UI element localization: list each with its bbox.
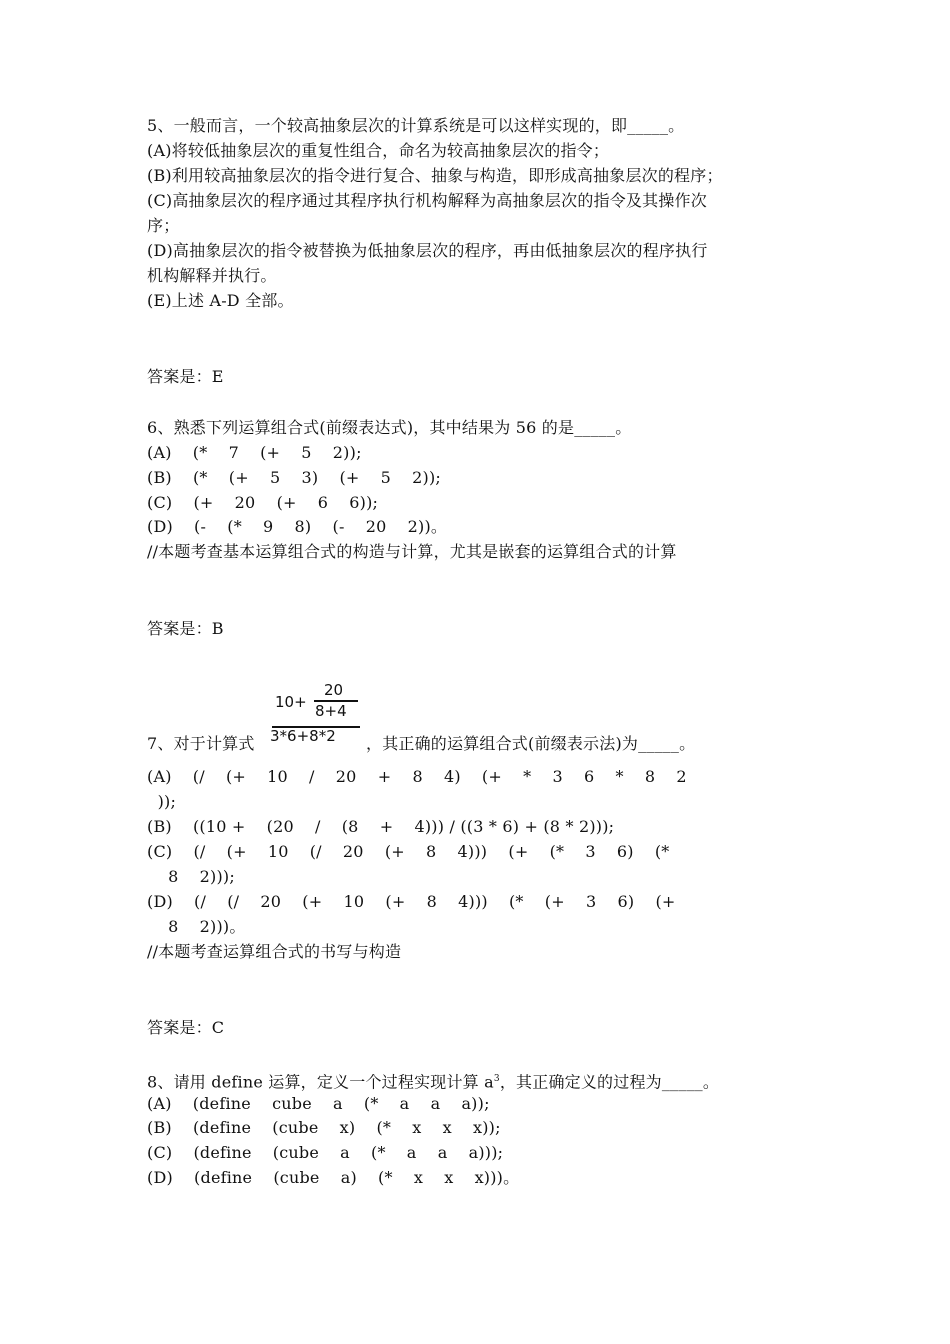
q8-stem-prefix: 8、请用 define 运算，定义一个过程实现计算 a — [147, 1072, 494, 1092]
q8-option-a: (A) (define cube a (* a a a)); — [147, 1094, 490, 1113]
q6-note: //本题考查基本运算组合式的构造与计算，尤其是嵌套的运算组合式的计算 — [147, 542, 677, 561]
formula-top-left: 10+ — [275, 693, 307, 711]
q7-stem-prefix: 7、对于计算式 — [147, 734, 255, 753]
q8-option-b: (B) (define (cube x) (* x x x)); — [147, 1118, 501, 1137]
q5-option-e: (E)上述 A-D 全部。 — [147, 291, 294, 310]
q8-option-c: (C) (define (cube a (* a a a))); — [147, 1143, 504, 1162]
formula-denominator: 3*6+8*2 — [270, 727, 336, 745]
q6-option-c: (C) (+ 20 (+ 6 6)); — [147, 493, 379, 512]
q5-answer: 答案是：E — [147, 367, 224, 386]
q7-formula — [270, 681, 365, 745]
q6-option-a: (A) (* 7 (+ 5 2)); — [147, 443, 362, 462]
formula-inner-numerator: 20 — [324, 681, 344, 699]
q5-option-c-line2: 序； — [147, 216, 180, 235]
q6-option-d: (D) (- (* 9 8) (- 20 2))。 — [147, 517, 448, 536]
q7-option-a-line2: )); — [147, 792, 177, 811]
q6-answer: 答案是：B — [147, 619, 224, 638]
q7-option-c-line2: 8 2))); — [147, 867, 235, 886]
q7-option-a-line1: (A) (/ (+ 10 / 20 + 8 4) (+ * 3 6 * 8 2 — [147, 767, 687, 786]
q8-stem-exponent: 3 — [493, 1074, 500, 1084]
q7-stem-suffix: ，其正确的运算组合式(前缀表示法)为_____。 — [366, 734, 696, 753]
q7-option-c-line1: (C) (/ (+ 10 (/ 20 (+ 8 4))) (+ (* 3 6) (* — [147, 842, 670, 861]
q5-option-c-line1: (C)高抽象层次的程序通过其程序执行机构解释为高抽象层次的指令及其操作次 — [147, 191, 707, 210]
q8-stem-suffix: ，其正确定义的过程为_____。 — [499, 1072, 720, 1092]
q8-option-d: (D) (define (cube a) (* x x x)))。 — [147, 1168, 520, 1187]
q7-option-b: (B) ((10 + (20 / (8 + 4))) / ((3 * 6) + (8 * 2))); — [147, 817, 615, 836]
q7-answer: 答案是：C — [147, 1018, 225, 1037]
q5-option-d-line1: (D)高抽象层次的指令被替换为低抽象层次的程序，再由低抽象层次的程序执行 — [147, 241, 708, 260]
q5-stem: 5、一般而言，一个较高抽象层次的计算系统是可以这样实现的，即_____。 — [147, 116, 685, 135]
q7-option-d-line2: 8 2)))。 — [147, 917, 246, 936]
q7-option-d-line1: (D) (/ (/ 20 (+ 10 (+ 8 4))) (* (+ 3 6) (+ — [147, 892, 676, 911]
q8-stem — [147, 1068, 719, 1093]
q6-option-b: (B) (* (+ 5 3) (+ 5 2)); — [147, 468, 442, 487]
formula-inner-denominator: 8+4 — [315, 702, 347, 720]
q5-option-a: (A)将较低抽象层次的重复性组合，命名为较高抽象层次的指令； — [147, 141, 610, 160]
q7-note: //本题考查运算组合式的书写与构造 — [147, 942, 402, 961]
q5-option-b: (B)利用较高抽象层次的指令进行复合、抽象与构造，即形成高抽象层次的程序； — [147, 166, 723, 185]
q6-stem: 6、熟悉下列运算组合式(前缀表达式)，其中结果为 56 的是_____。 — [147, 418, 632, 437]
q5-option-d-line2: 机构解释并执行。 — [147, 266, 277, 285]
